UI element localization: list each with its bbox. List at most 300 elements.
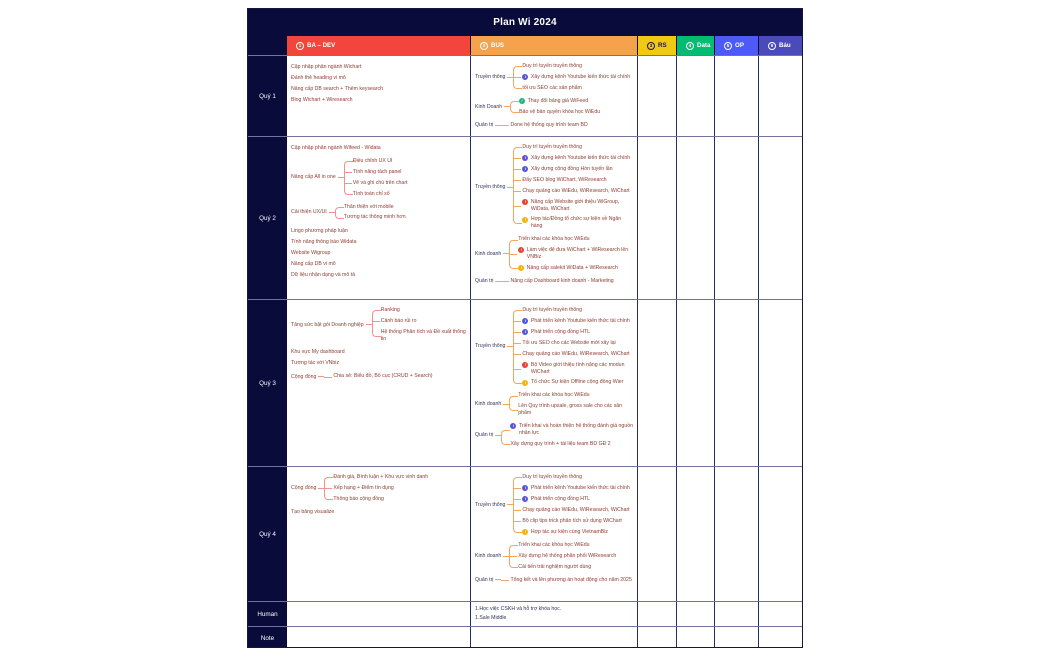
task-item: Tính năng thông báo Widata xyxy=(291,239,357,245)
cell-bau-note xyxy=(759,627,802,648)
task-group-label: Nâng cấp All in one xyxy=(291,174,336,181)
column-header-label: OP xyxy=(735,42,744,49)
task-item xyxy=(333,373,432,380)
badge-blue-icon: i xyxy=(510,423,516,429)
tree-branch xyxy=(509,263,633,274)
tree-branch xyxy=(344,167,408,178)
badge-red-icon: ! xyxy=(522,362,528,368)
task-item xyxy=(522,318,633,325)
cell-rs-q4 xyxy=(638,467,677,601)
task-group xyxy=(475,61,633,94)
task-item xyxy=(522,188,633,195)
task-group-children xyxy=(510,96,600,118)
task-item: Dữ liệu nhận dạng và mô tả xyxy=(291,272,356,279)
column-header-label: BUS xyxy=(491,42,505,49)
cell-bau-q2 xyxy=(759,137,802,299)
cell-data-note xyxy=(677,627,715,648)
cell-bau-q3 xyxy=(759,300,802,466)
task-item-text: Phát triển cộng đồng HTL xyxy=(530,328,590,335)
plan-table xyxy=(247,8,803,648)
cell-rs-human xyxy=(638,602,677,626)
task-group-label: Truyền thông xyxy=(475,501,506,508)
task-item: Tạo bảng visualize xyxy=(291,509,335,516)
task-group xyxy=(291,156,466,200)
quarter-row-2 xyxy=(248,136,802,299)
tree-branch xyxy=(513,527,629,538)
cell-bus-q3 xyxy=(471,300,638,466)
cell-ba-dev-q4 xyxy=(287,467,471,601)
page-title: Plan Wi 2024 xyxy=(248,9,802,36)
task-item xyxy=(522,351,633,358)
row-label: Note xyxy=(248,627,287,648)
tree-branch xyxy=(510,107,600,118)
task-item-text: Đánh giá, Bình luận + Khu vực vinh danh xyxy=(333,474,429,481)
badge-red-icon: ! xyxy=(522,199,528,205)
task-item-text: Bộ clip tips trick phân tích sử dụng WiChart xyxy=(522,517,622,524)
task-item-text: Chia sẻ: Biểu đồ, Bố cục (CRUD + Search) xyxy=(333,373,433,380)
task-item-text: Tương tác thông minh hơn xyxy=(343,214,406,221)
task-item-text: Tổng kết và lên phương án hoạt động cho năm 2025 xyxy=(510,576,632,583)
cell-op-human xyxy=(715,602,759,626)
column-number-icon: 3 xyxy=(647,42,655,50)
tree-branch xyxy=(513,316,633,327)
tree-branch xyxy=(513,164,633,175)
task-item-text: Nâng cấp Website giới thiệu WiGroup, WiData, WiChart xyxy=(530,198,620,212)
task-item-text: Đẩy SEO blog WiChart, WiResearch xyxy=(522,176,607,183)
tree-branch xyxy=(335,201,406,212)
task-item xyxy=(381,318,466,325)
tree-branch xyxy=(509,245,633,263)
task-item-text: Tối ưu SEO cho các Website mới xây lại xyxy=(522,339,616,346)
task-item xyxy=(353,191,408,198)
task-item xyxy=(522,63,630,70)
task-group-label: Quản trị xyxy=(475,121,494,128)
tree-branch xyxy=(509,390,633,401)
quarter-row-1 xyxy=(248,55,802,136)
cell-data-q3 xyxy=(677,300,715,466)
task-item-text: Xếp hạng + Điểm tín dụng xyxy=(333,485,394,492)
badge-yellow-icon: ! xyxy=(518,265,524,271)
badge-blue-icon: i xyxy=(522,74,528,80)
tree-branch xyxy=(513,153,633,164)
task-item-text: Hợp tác/Đồng tổ chức sự kiện về Ngân hàng xyxy=(530,216,622,230)
tree-branch xyxy=(324,371,432,382)
task-item-text: Phát triển kênh Youtube kiến thức tài chính xyxy=(530,318,630,325)
task-group xyxy=(475,421,633,450)
cell-op-q3 xyxy=(715,300,759,466)
task-group-children xyxy=(513,142,633,232)
tree-branch xyxy=(324,472,428,483)
row-label: Quý 4 xyxy=(248,467,287,601)
badge-blue-icon: i xyxy=(522,329,528,335)
cell-bau-human xyxy=(759,602,802,626)
task-item-text: Xây dựng hệ thống phân phối WiResearch xyxy=(518,552,617,559)
row-label: Quý 3 xyxy=(248,300,287,466)
task-group-children xyxy=(513,61,630,94)
column-number-icon: 6 xyxy=(768,42,776,50)
task-item-text: Done hệ thống quy trình team BD xyxy=(510,121,588,128)
task-item-text: Xây dựng kênh Youtube kiến thức tài chính xyxy=(530,155,631,162)
task-item: Đánh thẻ heading vi mô xyxy=(291,74,346,81)
task-item xyxy=(522,155,633,162)
quarter-row-4 xyxy=(248,466,802,601)
task-item xyxy=(518,542,616,549)
badge-green-icon: ✓ xyxy=(520,98,524,104)
task-group-label: Truyền thông xyxy=(475,343,506,350)
task-item-text: Duy trì tuyến truyền thông xyxy=(522,63,583,70)
task-item: Lingo phương pháp luận xyxy=(291,227,348,234)
task-item xyxy=(510,122,587,129)
human-note-line: 1.Học việc CSKH và hỗ trợ khóa học. xyxy=(475,606,562,612)
tree-branch xyxy=(344,178,408,189)
tree-branch xyxy=(509,562,616,573)
cell-op-note xyxy=(715,627,759,648)
task-item-text: Triển khai các khóa học WiEdu xyxy=(518,541,590,548)
tree-branch xyxy=(513,61,630,72)
task-item: Website Wigroup xyxy=(291,250,331,257)
task-group-children xyxy=(344,156,408,200)
tree-branch xyxy=(513,175,633,186)
tree-branch xyxy=(513,186,633,197)
tree-branch xyxy=(513,349,633,360)
column-number-icon: 2 xyxy=(480,42,488,50)
tree-branch xyxy=(513,494,629,505)
task-item xyxy=(522,529,629,536)
task-group-label: Kinh doanh xyxy=(475,401,502,408)
header-corner-cell xyxy=(248,36,287,55)
task-group xyxy=(291,371,466,382)
cell-rs-note xyxy=(638,627,677,648)
cell-bau-q1 xyxy=(759,56,802,136)
task-item xyxy=(510,278,613,285)
badge-blue-icon: i xyxy=(522,318,528,324)
tree-branch xyxy=(501,276,613,287)
note-row xyxy=(248,626,802,648)
task-group-children xyxy=(324,472,428,505)
cell-bus-human xyxy=(471,602,638,626)
cell-data-q2 xyxy=(677,137,715,299)
task-item-text: Triển khai các khóa học WiEdu xyxy=(518,392,590,399)
task-item xyxy=(522,329,633,336)
column-header-bau xyxy=(759,36,802,55)
task-item xyxy=(344,214,406,221)
task-group-label: Cải thiện UX/UI xyxy=(291,209,327,216)
tree-branch xyxy=(372,316,466,327)
task-group-children xyxy=(324,371,432,382)
column-header-bus xyxy=(471,36,638,55)
task-item xyxy=(510,577,631,584)
task-item xyxy=(519,98,600,105)
task-item-text: Hệ thống Phân tích và Đề xuất thông tin xyxy=(380,328,466,342)
task-item-text: Tổ chức Sự kiện Offline cộng đồng Wier xyxy=(530,379,624,386)
column-number-icon: 1 xyxy=(296,42,304,50)
task-item-text: Bảo vệ bản quyền khóa học WiEdu xyxy=(519,108,601,115)
tree-branch xyxy=(513,72,630,83)
tree-branch xyxy=(344,156,408,167)
task-item-text: Tính năng tách panel xyxy=(352,168,402,175)
task-item xyxy=(333,496,428,503)
task-group-label: Quản trị xyxy=(475,277,494,284)
badge-yellow-icon: ! xyxy=(522,380,528,386)
tree-branch xyxy=(513,197,633,215)
task-item-text: Ranking xyxy=(380,307,400,314)
task-item-text: Phát triển kênh Youtube kiến thức tài chính xyxy=(530,485,630,492)
task-item-text: Vẽ và ghi chú trên chart xyxy=(352,179,408,186)
task-group xyxy=(475,472,633,538)
task-item-text: Lên Quy trình upsale, gross sale cho các sản phẩm xyxy=(518,403,623,417)
column-number-icon: 5 xyxy=(724,42,732,50)
task-group xyxy=(475,142,633,232)
task-item-text: Nâng cấp Dashboard kinh doanh - Marketing xyxy=(510,277,614,284)
task-item-text: Cải tiến trải nghiệm người dùng xyxy=(518,563,592,570)
tree-branch xyxy=(501,439,633,450)
task-item xyxy=(381,307,466,314)
quarter-row-3 xyxy=(248,299,802,466)
tree-branch xyxy=(513,338,633,349)
task-item-text: Triển khai và hoàn thiện hệ thống đánh giá nguồn nhân lực xyxy=(518,423,633,436)
task-item xyxy=(381,329,466,343)
task-group xyxy=(475,120,633,131)
task-group-label: Truyền thông xyxy=(475,183,506,190)
task-item xyxy=(333,474,428,481)
task-item-text: Cảnh báo rủi ro xyxy=(380,318,417,325)
tree-branch xyxy=(344,189,408,200)
task-group-label: Kinh doanh xyxy=(475,250,502,257)
task-group-children xyxy=(509,390,633,419)
task-group xyxy=(475,234,633,274)
task-group-label: Kinh Doanh xyxy=(475,103,503,110)
tree-branch xyxy=(501,574,631,585)
badge-yellow-icon: ! xyxy=(522,217,528,223)
cell-bus-q4 xyxy=(471,467,638,601)
task-item xyxy=(510,423,633,437)
row-label: Human xyxy=(248,602,287,626)
column-header-rs xyxy=(638,36,677,55)
task-item xyxy=(522,74,630,81)
task-item xyxy=(522,166,633,173)
tree-branch xyxy=(513,483,629,494)
task-item-text: Thay đổi bảng giá WiFeed xyxy=(527,97,589,104)
badge-blue-icon: i xyxy=(522,485,528,491)
task-item: Cập nhập phân ngành Wichart xyxy=(291,63,362,70)
cell-op-q1 xyxy=(715,56,759,136)
task-item xyxy=(522,518,629,525)
task-item xyxy=(518,236,633,243)
column-header-label: BA – DEV xyxy=(307,42,336,49)
tree-branch xyxy=(509,540,616,551)
task-item xyxy=(353,180,408,187)
task-item xyxy=(333,485,428,492)
task-item-text: Xây dựng cộng đồng Hòn tuyến lần xyxy=(530,165,613,172)
task-item xyxy=(522,379,633,386)
cell-ba-dev-q2 xyxy=(287,137,471,299)
badge-blue-icon: i xyxy=(522,155,528,161)
task-item xyxy=(522,177,633,184)
cell-data-q1 xyxy=(677,56,715,136)
task-group-children xyxy=(501,120,587,131)
table-body xyxy=(248,55,802,648)
task-item xyxy=(518,392,633,399)
task-group-children xyxy=(509,234,633,274)
cell-bau-q4 xyxy=(759,467,802,601)
tree-branch xyxy=(513,83,630,94)
task-group-label: Quản trị xyxy=(475,576,494,583)
tree-branch xyxy=(513,327,633,338)
task-item-text: Phát triển cộng đồng HTL xyxy=(530,495,590,502)
task-group-children xyxy=(513,472,629,538)
task-group xyxy=(475,276,633,287)
badge-yellow-icon: ! xyxy=(522,529,528,535)
task-item xyxy=(522,144,633,151)
cell-rs-q3 xyxy=(638,300,677,466)
task-group xyxy=(291,305,466,345)
task-item xyxy=(522,496,629,503)
task-item: Blog Wichart + Wiresearch xyxy=(291,96,353,103)
task-item-text: Tính toán chỉ số xyxy=(352,190,390,197)
tree-branch xyxy=(501,120,587,131)
tree-branch xyxy=(513,505,629,516)
task-item-text: Làm việc để đưa WiChart + WiResearch lên VNBiz xyxy=(526,247,629,260)
cell-bus-q1 xyxy=(471,56,638,136)
tree-branch xyxy=(509,551,616,562)
task-group-children xyxy=(513,305,633,388)
cell-bus-note xyxy=(471,627,638,648)
task-item-text: Chạy quảng cáo WiEdu, WiResearch, WiChart xyxy=(522,350,630,357)
task-item-text: Hợp tác sự kiện cùng VietnamBiz xyxy=(530,528,609,535)
task-item xyxy=(522,485,629,492)
task-group xyxy=(475,96,633,118)
task-group-children xyxy=(501,276,613,287)
column-header-label: Data xyxy=(697,42,711,49)
badge-blue-icon: i xyxy=(522,166,528,172)
task-group-label: Cộng đồng xyxy=(291,485,317,492)
task-group-children xyxy=(501,421,633,450)
header-row xyxy=(248,36,802,55)
task-group xyxy=(291,472,466,505)
tree-branch xyxy=(513,516,629,527)
human-row xyxy=(248,601,802,626)
task-item-text: Bộ Video giới thiệu tính năng các modun WiChart xyxy=(530,361,625,375)
task-item xyxy=(344,204,406,211)
task-item-text: Xây dựng kênh Youtube kiến thức tài chính xyxy=(530,74,631,81)
cell-data-human xyxy=(677,602,715,626)
column-header-op xyxy=(715,36,759,55)
task-item xyxy=(518,564,616,571)
task-item-text: Triển khai các khóa học WiEdu xyxy=(518,236,590,243)
task-group-children xyxy=(501,574,631,585)
tree-branch xyxy=(513,214,633,232)
task-group xyxy=(475,390,633,419)
tree-branch xyxy=(513,305,633,316)
cell-data-q4 xyxy=(677,467,715,601)
cell-ba-dev-q1 xyxy=(287,56,471,136)
tree-branch xyxy=(372,327,466,345)
task-group xyxy=(475,540,633,573)
cell-rs-q1 xyxy=(638,56,677,136)
column-number-icon: 4 xyxy=(686,42,694,50)
column-header-ba-dev xyxy=(287,36,471,55)
tree-branch xyxy=(324,483,428,494)
task-group-children xyxy=(335,201,406,223)
task-group-label: Truyền thông xyxy=(475,74,506,81)
tree-branch xyxy=(509,401,633,419)
task-item: Nâng cấp DB search + Thêm keysearch xyxy=(291,85,384,92)
badge-red-icon: ! xyxy=(518,247,524,253)
task-group-children xyxy=(509,540,616,573)
cell-ba-dev-human xyxy=(287,602,471,626)
task-item-text: Duy trì tuyến truyền thông xyxy=(522,144,583,151)
task-group-label: Cộng đồng xyxy=(291,373,317,380)
task-item-text: Chạy quảng cáo WiEdu, WiResearch, WiChart xyxy=(522,506,630,513)
task-item xyxy=(353,158,408,165)
task-item xyxy=(522,85,630,92)
row-label: Quý 2 xyxy=(248,137,287,299)
cell-bus-q2 xyxy=(471,137,638,299)
task-item: Tương tác với VNbiz xyxy=(291,360,340,367)
task-item-text: Nâng cấp salekit WiData + WiResearch xyxy=(526,264,618,271)
tree-branch xyxy=(513,377,633,388)
cell-op-q2 xyxy=(715,137,759,299)
task-item-text: Chạy quảng cáo WiEdu, WiResearch, WiChart xyxy=(522,187,630,194)
task-item xyxy=(518,265,633,272)
cell-rs-q2 xyxy=(638,137,677,299)
task-item xyxy=(510,441,633,448)
task-group-children xyxy=(372,305,466,345)
task-item-text: Xây dựng quy trình + tài liệu team BD GĐ 2 xyxy=(510,440,611,447)
task-group-label: Quản trị xyxy=(475,432,494,438)
column-header-label: RS xyxy=(658,42,667,49)
task-item xyxy=(522,307,633,314)
task-item xyxy=(522,474,629,481)
task-group-label: Kinh doanh xyxy=(475,552,502,559)
tree-branch xyxy=(513,472,629,483)
tree-branch xyxy=(510,96,600,107)
task-item xyxy=(353,169,408,176)
tree-branch xyxy=(509,234,633,245)
tree-branch xyxy=(335,212,406,223)
tree-branch xyxy=(372,305,466,316)
task-item xyxy=(518,403,633,417)
task-item-text: Thân thiện với mobile xyxy=(343,203,394,210)
tree-branch xyxy=(513,142,633,153)
task-item xyxy=(522,216,633,230)
task-item-text: tối ưu SEO các sản phẩm xyxy=(522,84,582,91)
tree-branch xyxy=(324,494,428,505)
row-label: Quý 1 xyxy=(248,56,287,136)
tree-branch xyxy=(501,421,633,439)
cell-ba-dev-note xyxy=(287,627,471,648)
badge-blue-icon: i xyxy=(522,496,528,502)
task-item: Khu vực My dashboard xyxy=(291,349,345,356)
task-item xyxy=(518,247,633,261)
human-note-line: 1.Sale Middle xyxy=(475,614,507,621)
task-group xyxy=(475,305,633,388)
task-group-label: Tăng sức bật gói Doanh nghiệp xyxy=(291,321,364,328)
task-item xyxy=(518,553,616,560)
task-group xyxy=(291,201,466,223)
column-header-label: Báu xyxy=(779,42,791,49)
task-item-text: Duy trì tuyến truyền thông xyxy=(522,474,583,481)
task-item-text: Thông báo cộng đồng xyxy=(333,495,384,502)
task-item-text: Điều chỉnh UX UI xyxy=(352,157,393,164)
task-item xyxy=(522,199,633,213)
task-item: Nâng cấp DB vi mô xyxy=(291,261,336,268)
cell-ba-dev-q3 xyxy=(287,300,471,466)
tree-branch xyxy=(513,360,633,378)
task-item xyxy=(522,340,633,347)
task-item xyxy=(522,362,633,376)
task-item-text: Duy trì tuyến truyền thông xyxy=(522,307,583,314)
